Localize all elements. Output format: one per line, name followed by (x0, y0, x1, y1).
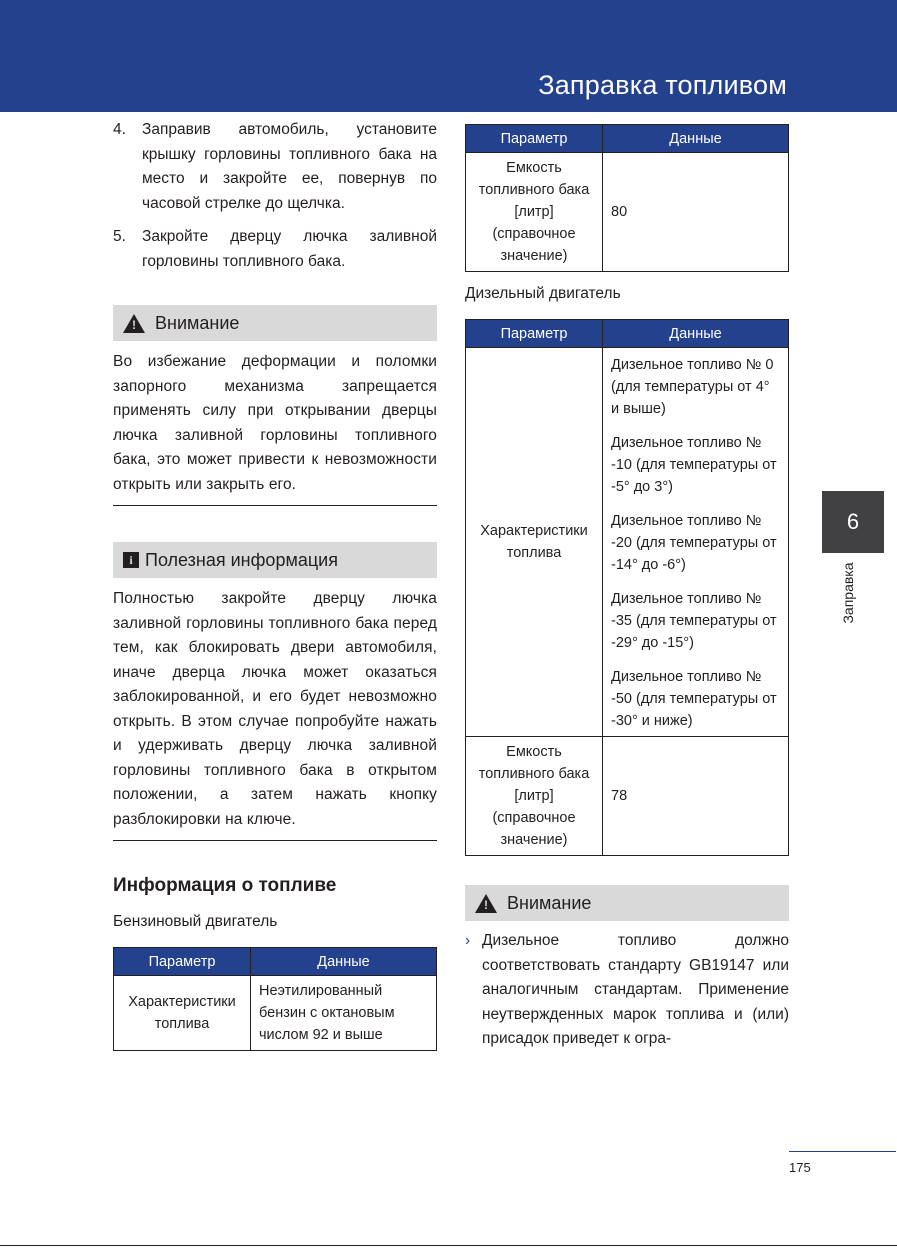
left-column (113, 118, 437, 1051)
warning-triangle-icon: ! (123, 314, 145, 333)
table-header-param: Параметр (466, 125, 603, 153)
table-cell-value (603, 348, 789, 737)
petrol-capacity-table (465, 124, 789, 272)
diesel-grade-50: Дизельное топливо № -50 (для температуры от -30° и ниже) (611, 669, 777, 729)
chapter-number: 6 (846, 509, 860, 534)
diesel-grade-20: Дизельное топливо № -20 (для температуры от -14° до -6°) (611, 513, 777, 573)
petrol-engine-label: Бензиновый двигатель (113, 913, 278, 930)
info-icon: i (123, 552, 139, 568)
table-cell-value: Неэтилированный бензин с октановым числом 92 и выше (251, 976, 437, 1051)
step-number: 4. (113, 121, 126, 138)
page-header (0, 0, 897, 112)
warning-triangle-icon: ! (475, 894, 497, 913)
petrol-fuel-table (113, 947, 437, 1051)
warning-title: Внимание (507, 892, 592, 913)
warning-bullet (465, 929, 789, 1052)
table-cell-param: Характеристики топлива (466, 348, 603, 737)
page-number: 175 (789, 1160, 811, 1175)
chapter-label: Заправка (840, 562, 856, 624)
diesel-grade-0: Дизельное топливо № 0 (для температуры от 4° и выше) (611, 357, 774, 417)
table-cell-value: 78 (603, 737, 789, 856)
step-text: Закройте дверцу лючка заливной горловины топливного бака. (142, 228, 437, 270)
bottom-border (0, 1245, 897, 1246)
warning-bullet-text: Дизельное топливо должно соответствовать стандарту GB19147 или аналогичным стандартам. Применение неутвержденных марок топлива и (или) присадок приведет к огра- (482, 932, 789, 1047)
table-header-data: Данные (603, 320, 789, 348)
table-cell-param: Характеристики топлива (114, 976, 251, 1051)
warning-text: Во избежание деформации и поломки запорного механизма запрещается применять силу при открывании дверцы лючка заливной горловины топливного бака, это может привести к невозможности открыть или закрыть его. (113, 353, 437, 493)
step-5 (113, 225, 437, 274)
divider (113, 840, 437, 841)
table-cell-param: Емкость топливного бака [литр] (справочное значение) (466, 737, 603, 856)
warning-header (465, 885, 789, 921)
table-cell-param: Емкость топливного бака [литр] (справочное значение) (466, 153, 603, 272)
chevron-right-icon: › (465, 932, 471, 949)
fuel-info-heading: Информация о топливе (113, 875, 337, 896)
diesel-engine-label: Дизельный двигатель (465, 285, 621, 302)
table-cell-value: 80 (603, 153, 789, 272)
info-text: Полностью закройте дверцу лючка заливной горловины топливного бака перед тем, как блокировать двери автомобиля, иначе дверца лючка может оказаться заблокированной, и его будет невозможно открыть. В этом случае попробуйте нажать и удерживать дверцу лючка заливной горловины топливного бака в открытом положении, а затем нажать кнопку разблокировки на ключе. (113, 590, 437, 828)
diesel-grade-10: Дизельное топливо № -10 (для температуры от -5° до 3°) (611, 435, 777, 495)
section-title: Заправка топливом (538, 70, 787, 100)
step-4 (113, 118, 437, 216)
info-header (113, 542, 437, 578)
page-number-rule (789, 1151, 896, 1152)
diesel-fuel-table (465, 319, 789, 856)
table-header-data: Данные (251, 948, 437, 976)
table-header-param: Параметр (466, 320, 603, 348)
step-text: Заправив автомобиль, установите крышку горловины топливного бака на место и закройте ее, повернув по часовой стрелке до щелчка. (142, 121, 437, 212)
warning-header (113, 305, 437, 341)
right-column (465, 124, 789, 1052)
divider (113, 505, 437, 506)
diesel-grade-35: Дизельное топливо № -35 (для температуры от -29° до -15°) (611, 591, 777, 651)
table-header-param: Параметр (114, 948, 251, 976)
step-number: 5. (113, 228, 126, 245)
info-title: Полезная информация (145, 549, 338, 570)
chapter-tab (822, 491, 884, 553)
warning-title: Внимание (155, 312, 240, 333)
table-header-data: Данные (603, 125, 789, 153)
